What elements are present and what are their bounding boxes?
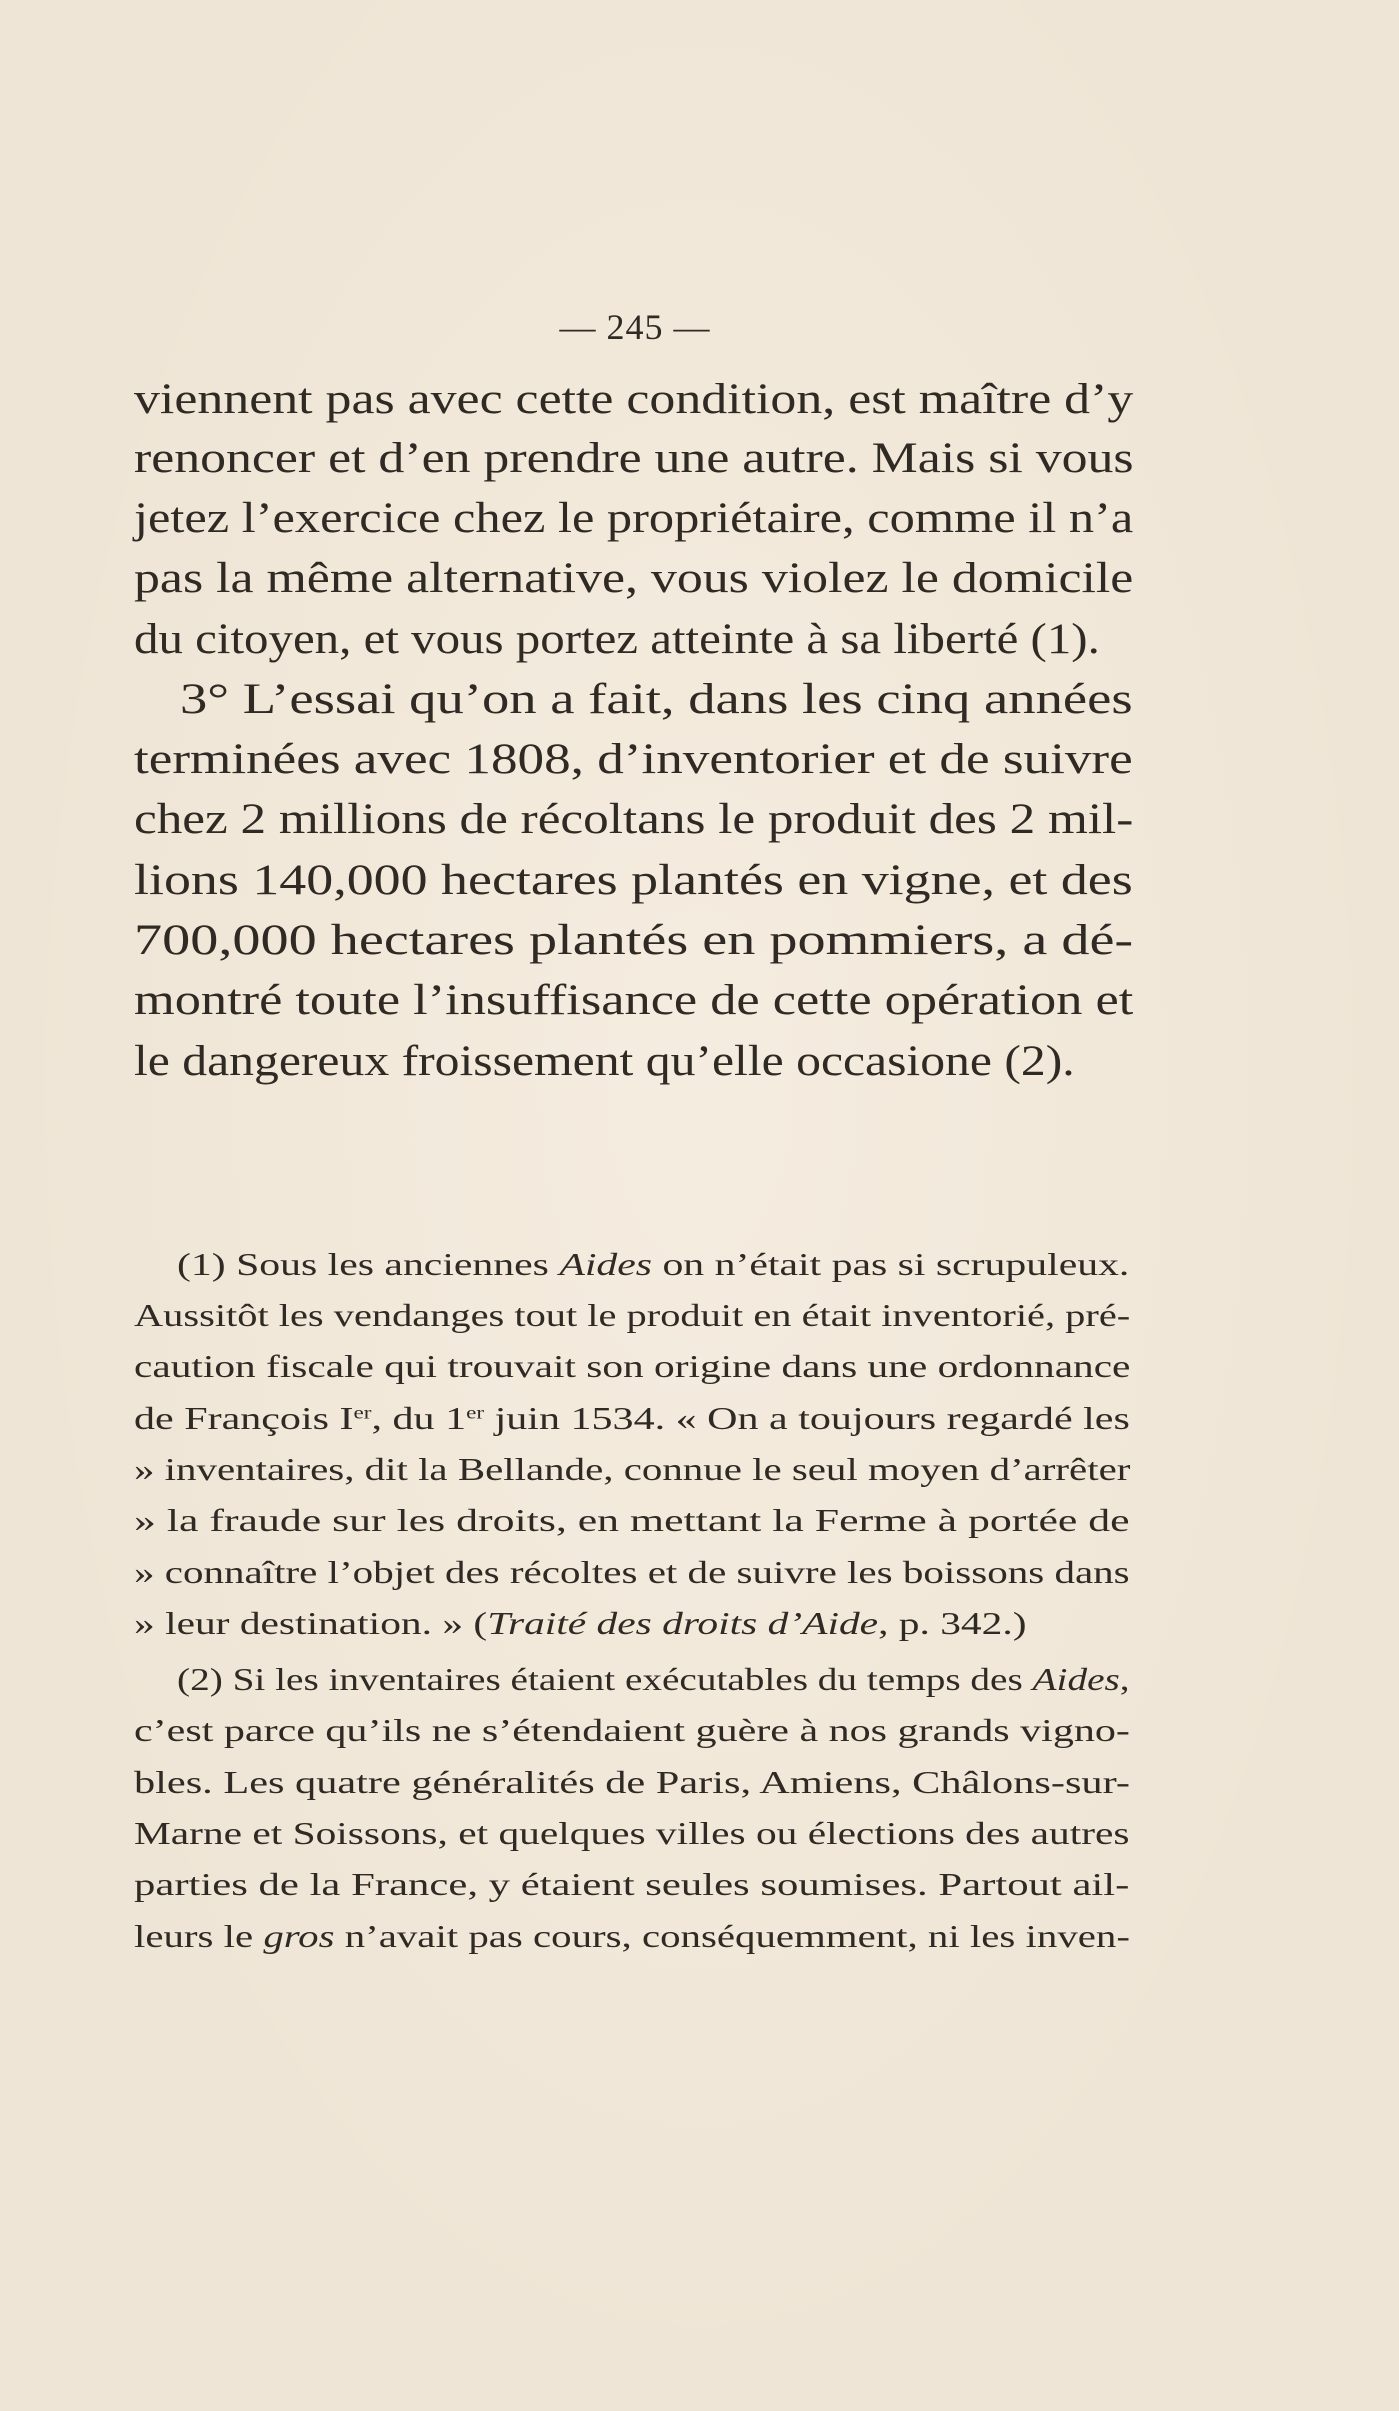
footnote-line: de François Ier, du 1er juin 1534. « On a toujours regardé les	[134, 1400, 1130, 1436]
main-line: du citoyen, et vous portez atteinte à sa liberté (1).	[134, 615, 1100, 663]
footnote-line: » la fraude sur les droits, en mettant la Ferme à portée de	[134, 1502, 1130, 1538]
main-line: 700,000 hectares plantés en pommiers, a dé-	[134, 916, 1134, 964]
footnote-line: c’est parce qu’ils ne s’étendaient guère à nos grands vigno-	[134, 1712, 1130, 1748]
italic-text: Traité des droits d’Aide	[487, 1605, 879, 1641]
footnote-line: » inventaires, dit la Bellande, connue le seul moyen d’arrêter	[134, 1451, 1131, 1487]
footnote-line: » connaître l’objet des récoltes et de suivre les boissons dans	[134, 1554, 1130, 1590]
footnote-line: parties de la France, y étaient seules soumises. Partout ail-	[134, 1866, 1130, 1902]
main-line: viennent pas avec cette condition, est maître d’y	[134, 375, 1134, 423]
superscript: er	[353, 1402, 372, 1423]
footnote-line: Aussitôt les vendanges tout le produit en était inventorié, pré-	[134, 1297, 1131, 1333]
italic-text: Aides	[559, 1246, 653, 1282]
footnote-line: leurs le gros n’avait pas cours, conséquemment, ni les inven-	[134, 1918, 1130, 1954]
footnote-line: Marne et Soissons, et quelques villes ou élections des autres	[134, 1815, 1130, 1851]
main-line: renoncer et d’en prendre une autre. Mais si vous	[134, 434, 1134, 482]
main-line: le dangereux froissement qu’elle occasione (2).	[134, 1037, 1075, 1085]
italic-text: Aides	[1032, 1661, 1120, 1697]
main-line: lions 140,000 hectares plantés en vigne, et des	[134, 856, 1133, 904]
main-line: pas la même alternative, vous violez le domicile	[134, 554, 1134, 602]
footnote-line: » leur destination. » (Traité des droits d’Aide, p. 342.)	[134, 1605, 1027, 1641]
footnote-line: (1) Sous les anciennes Aides on n’était pas si scrupuleux.	[177, 1246, 1130, 1282]
footnote-line: bles. Les quatre généralités de Paris, Amiens, Châlons-sur-	[134, 1764, 1130, 1800]
main-line: terminées avec 1808, d’inventorier et de suivre	[134, 735, 1133, 783]
main-line: 3° L’essai qu’on a fait, dans les cinq années	[180, 675, 1133, 723]
main-line: chez 2 millions de récoltans le produit des 2 mil-	[134, 795, 1134, 843]
italic-text: gros	[263, 1918, 335, 1954]
footnote-line: caution fiscale qui trouvait son origine dans une ordonnance	[134, 1348, 1131, 1384]
main-line: montré toute l’insuffisance de cette opération et	[134, 976, 1134, 1024]
main-line: jetez l’exercice chez le propriétaire, comme il n’a	[134, 494, 1134, 542]
superscript: er	[466, 1402, 485, 1423]
page-number: — 245 —	[559, 307, 711, 347]
footnote-line: (2) Si les inventaires étaient exécutables du temps des Aides,	[177, 1661, 1130, 1697]
